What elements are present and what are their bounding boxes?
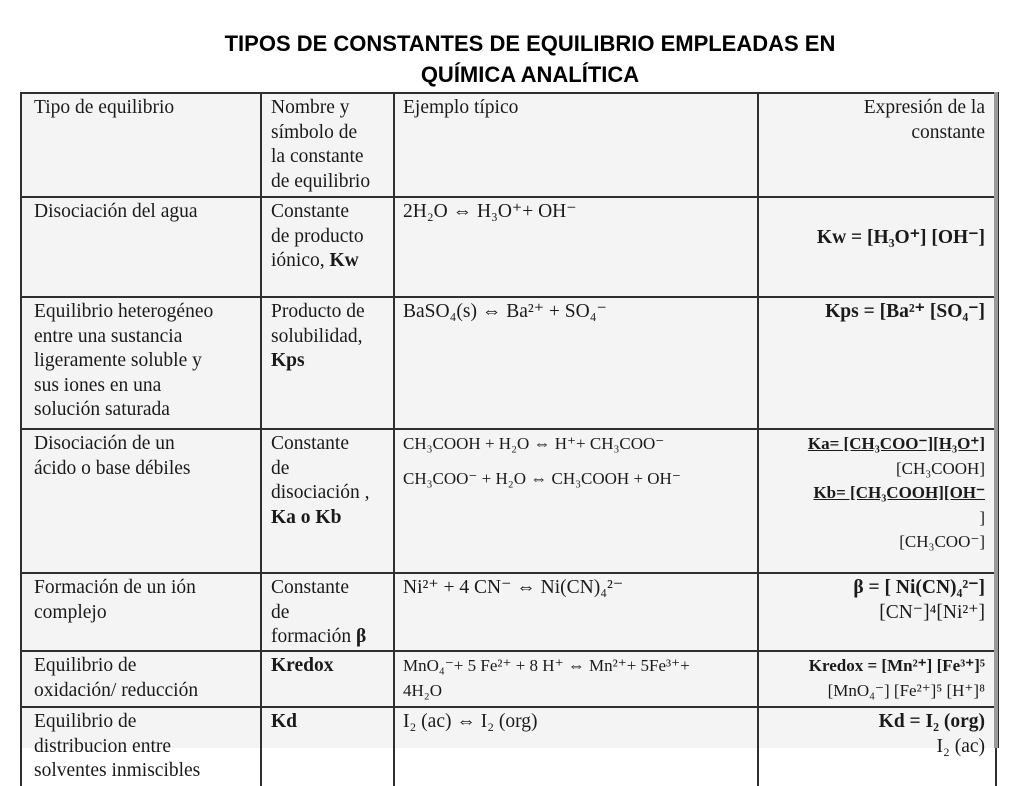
cell-nombre — [261, 573, 394, 651]
cell-ejemplo — [394, 573, 758, 651]
spacer — [403, 457, 747, 467]
table-row — [21, 651, 996, 707]
header-ejemplo-label: Ejemplo típico — [403, 97, 519, 118]
expression-line: [CH₃COO⁻] — [899, 532, 985, 551]
cell-expresion — [758, 651, 996, 707]
expression-line: β = [ Ni(CN)₄²⁻] — [853, 577, 985, 598]
equation-line: Ni²⁺ + 4 CN⁻ ⇔ Ni(CN)₄²⁻ — [403, 577, 624, 598]
nombre-line: Constante — [271, 433, 349, 454]
table-row — [21, 197, 996, 297]
nombre-line: Constante — [271, 577, 349, 598]
tipo-line: Equilibrio heterogéneo — [34, 301, 214, 322]
header-expresion — [758, 93, 996, 197]
constant-symbol: Kps — [271, 350, 305, 371]
expression-line: Kps = [Ba²⁺ [SO₄⁻] — [825, 301, 985, 322]
tipo-line: ligeramente soluble y — [34, 350, 202, 371]
cell-tipo — [21, 197, 261, 297]
constant-symbol: Kd — [271, 711, 298, 732]
title-line-1: TIPOS DE CONSTANTES DE EQUILIBRIO EMPLEADAS EN — [224, 31, 836, 56]
header-expresion-line: constante — [911, 121, 985, 143]
tipo-line: complejo — [34, 601, 107, 623]
tipo-line: Equilibrio de — [34, 655, 137, 676]
tipo-line: ácido o base débiles — [34, 457, 191, 479]
table-row — [21, 429, 996, 573]
header-ejemplo — [394, 93, 758, 197]
cell-tipo — [21, 297, 261, 429]
constant-symbol: Kw — [329, 250, 359, 271]
nombre-line: de — [271, 601, 290, 623]
header-tipo-label: Tipo de equilibrio — [34, 97, 175, 118]
equation-line: BaSO₄(s) ⇔ Ba²⁺ + SO₄⁻ — [403, 301, 607, 322]
cell-ejemplo — [394, 197, 758, 297]
table-row — [21, 707, 996, 786]
cell-tipo — [21, 651, 261, 707]
equation-line: MnO₄⁻+ 5 Fe²⁺ + 8 H⁺ ⇔ Mn²⁺+ 5Fe³⁺+ — [403, 656, 690, 675]
header-expresion-line: Expresión de la — [863, 97, 985, 118]
expression-line: Kd = I₂ (org) — [878, 711, 985, 732]
equation-line: CH₃COO⁻ + H₂O ⇔ CH₃COOH + OH⁻ — [403, 468, 681, 488]
cell-expresion — [758, 429, 996, 573]
equation-line: 4H₂O — [403, 680, 442, 700]
cell-ejemplo — [394, 297, 758, 429]
tipo-line: entre una sustancia — [34, 325, 183, 347]
constant-symbol: Ka o Kb — [271, 506, 342, 528]
constant-symbol: β — [356, 626, 367, 647]
constant-symbol: Kredox — [271, 655, 334, 676]
nombre-line — [271, 625, 389, 650]
equation-line: CH₃COOH + H₂O ⇔ H⁺+ CH₃COO⁻ — [403, 434, 665, 453]
cell-ejemplo — [394, 707, 758, 786]
table-row — [21, 573, 996, 651]
header-nombre-line: de equilibrio — [271, 170, 371, 192]
header-nombre-line: Nombre y — [271, 97, 350, 118]
header-nombre-line: símbolo de — [271, 121, 358, 143]
cell-tipo — [21, 707, 261, 786]
cell-expresion — [758, 573, 996, 651]
expression-line: [CN⁻]⁴[Ni²⁺] — [879, 601, 985, 623]
tipo-line: solución saturada — [34, 399, 170, 420]
nombre-text: formación — [271, 626, 357, 647]
cell-ejemplo — [394, 651, 758, 707]
expression-line: Ka= [CH₃COO⁻][H₃O⁺] — [807, 434, 985, 453]
nombre-line: de producto — [271, 225, 364, 247]
expression-line: [CH₃COOH] — [895, 458, 985, 478]
equation-line: 2H₂O ⇔ H₃O⁺+ OH⁻ — [403, 201, 577, 222]
cell-nombre — [261, 429, 394, 573]
cell-nombre — [261, 651, 394, 707]
cell-nombre — [261, 197, 394, 297]
tipo-line: Equilibrio de — [34, 711, 137, 732]
cell-ejemplo — [394, 429, 758, 573]
tipo-line: solventes inmiscibles — [34, 760, 201, 781]
tipo-line: Formación de un ión — [34, 577, 196, 598]
nombre-line: disociación , — [271, 482, 370, 503]
expression-line: Kb= [CH₃COOH][OH⁻ — [813, 483, 985, 502]
cell-nombre — [261, 297, 394, 429]
expression-line: Kw = [H₃O⁺] [OH⁻] — [816, 227, 985, 248]
tipo-line: Disociación del agua — [34, 201, 198, 222]
nombre-line: Producto de — [271, 301, 365, 322]
equilibrium-constants-table — [20, 92, 999, 781]
header-tipo — [21, 93, 261, 197]
cell-nombre — [261, 707, 394, 786]
expression-line: Kredox = [Mn²⁺] [Fe³⁺]⁵ — [808, 656, 985, 675]
tipo-line: sus iones en una — [34, 374, 162, 396]
cell-expresion — [758, 297, 996, 429]
tipo-line: distribucion entre — [34, 735, 172, 757]
cell-tipo — [21, 573, 261, 651]
nombre-line: de — [271, 457, 290, 479]
title-line-2: QUÍMICA ANALÍTICA — [420, 62, 640, 87]
equation-line: I₂ (ac) ⇔ I₂ (org) — [403, 711, 538, 732]
expression-line: ] — [979, 507, 985, 527]
cell-tipo — [21, 429, 261, 573]
page-title — [0, 28, 1024, 90]
cell-expresion — [758, 707, 996, 786]
tipo-line: Disociación de un — [34, 433, 175, 454]
nombre-line — [271, 249, 389, 274]
nombre-line: Constante — [271, 201, 349, 222]
nombre-text: iónico, — [271, 250, 330, 271]
scan-edge-shadow — [994, 92, 998, 748]
header-nombre — [261, 93, 394, 197]
expression-line: I₂ (ac) — [936, 735, 985, 757]
nombre-line: solubilidad, — [271, 325, 363, 347]
table-header-row — [21, 93, 996, 197]
tipo-line: oxidación/ reducción — [34, 679, 199, 701]
expression-line: [MnO₄⁻] [Fe²⁺]⁵ [H⁺]⁸ — [827, 680, 985, 700]
cell-expresion — [758, 197, 996, 297]
table-row — [21, 297, 996, 429]
header-nombre-line: la constante — [271, 146, 364, 167]
